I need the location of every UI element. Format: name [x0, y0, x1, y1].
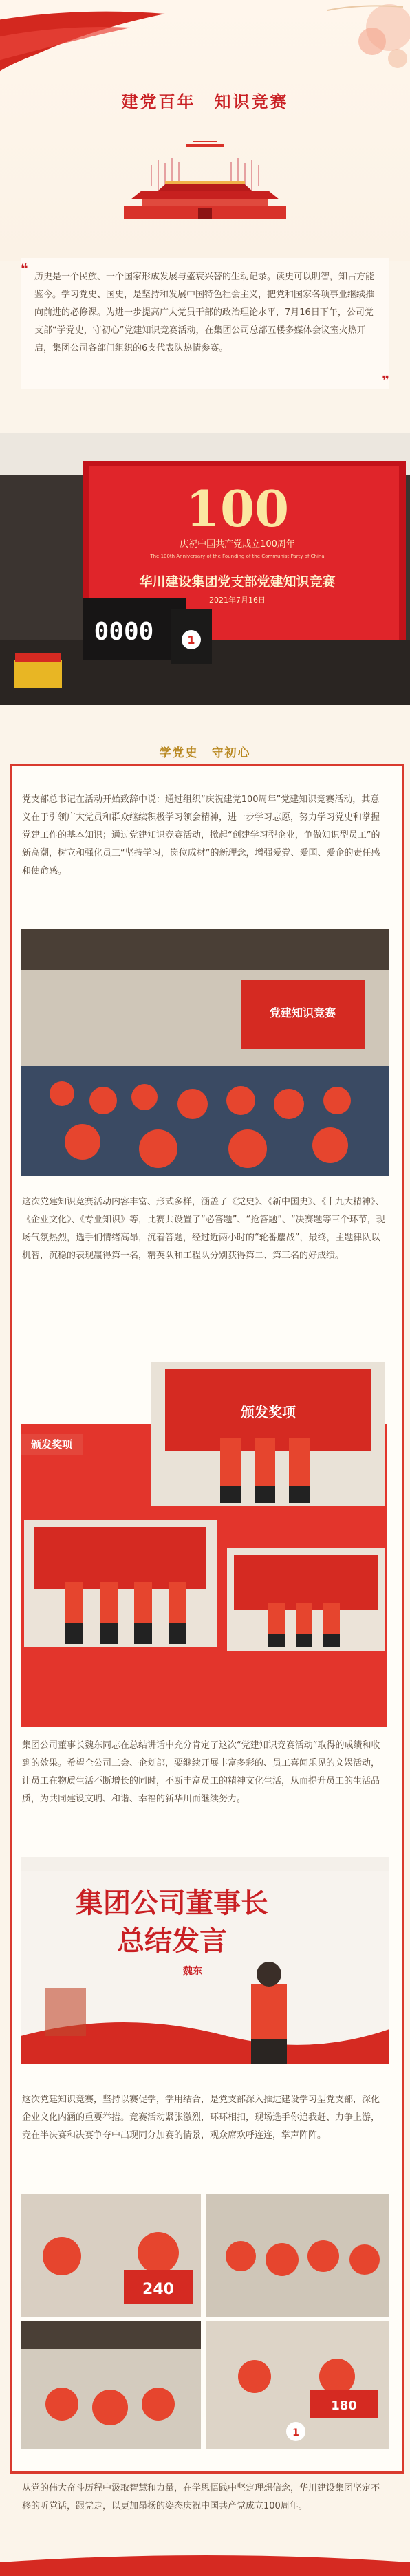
- photo-award-1: [151, 1362, 385, 1506]
- paragraph-4: 这次党建知识竞赛，坚持以赛促学，学用结合，是党支部深入推进建设学习型党支部，深化企业文化内涵的重要举措。竞赛活动紧张激烈，环环相扣，现场选手你追我赶、力争上游，竞在半决赛和决赛争夺中出现同分加赛的情景，观众席欢呼连连，掌声阵阵。: [22, 2095, 380, 2141]
- award-screen-label: 颁发奖项: [241, 1404, 296, 1420]
- score-counter: 0000: [94, 618, 154, 646]
- intro-text: 历史是一个民族、一个国家形成发展与盛衰兴替的生动记录。读史可以明智，知古方能鉴今。学习党史、国史，是坚持和发展中国特色社会主义，把党和国家各项事业继续推向前进的必修课。为进一步提高广大党员干部的政治理论水平，7月16日下午，公司党支部“学党史，守初心”党建知识竞赛活动，在集团公司总部五楼多媒体会议室火热开启，集团公司各部门组织的6支代表队热情参赛。: [34, 272, 375, 354]
- photo-award-3: [227, 1548, 385, 1651]
- team-card-score: 240: [142, 2281, 174, 2298]
- photo-award-2: [24, 1520, 217, 1647]
- team-card-score-2: 180: [331, 2399, 357, 2413]
- team-card-number: 1: [292, 2427, 299, 2438]
- banner-line2: The 100th Anniversary of the Founding of the Communist Party of China: [150, 554, 325, 559]
- quote-close-icon: ❞: [382, 374, 389, 388]
- quote-open-icon: ❝: [21, 261, 28, 276]
- banner-date: 2021年7月16日: [209, 596, 266, 605]
- photo-team-4: [206, 2321, 389, 2449]
- banner-headline: 华川建设集团党支部党建知识竞赛: [139, 574, 336, 589]
- footer-decoration: [0, 2490, 410, 2576]
- page-title: 建党百年 知识竞赛: [121, 91, 289, 111]
- team-number: 1: [187, 634, 195, 647]
- speech-title-1: 集团公司董事长: [76, 1887, 268, 1919]
- photo-main-banner: [0, 433, 410, 705]
- speaker-name: 魏东: [183, 1966, 202, 1977]
- red-ribbon-decoration: [0, 0, 172, 83]
- paragraph-1: 党支部总书记在活动开始致辞中说：通过组织“庆祝建党100周年”党建知识竞赛活动，其意义在于引领广大党员和群众继续积极学习领会精神，进一步学习志愿，努力学习党史和掌握党建工作的基本知识；通过党建知识竞赛活动，掀起“创建学习型企业，争做知识型员工”的新高潮，树立和强化员工“坚持学习，岗位成材”的新理念，增强爱党、爱国、爱企的责任感和使命感。: [22, 794, 380, 876]
- tiananmen-gate-illustration: [103, 134, 307, 224]
- speech-title-2: 总结发言: [117, 1925, 227, 1957]
- paragraph-5: 从党的伟大奋斗历程中汲取智慧和力量，在学思悟践中坚定理想信念，华川建设集团坚定不移的听党话，跟党走，以更加昂扬的姿态庆祝中国共产党成立100周年。: [22, 2483, 380, 2511]
- photo-team-3: [21, 2321, 201, 2449]
- paragraph-3: 集团公司董事长魏东同志在总结讲话中充分肯定了这次“党建知识竞赛活动”取得的成绩和收到的效果。希望全公司工会、企划部，要继续开展丰富多彩的、员工喜闻乐见的文娱活动，让员工在物质生活不断增长的同时，不断丰富员工的精神文化生活，从而提升员工的生活品质，为共同建设文明、和谐、幸福的新华川而继续努力。: [22, 1740, 380, 1804]
- screen-label: 党建知识竞赛: [269, 1006, 336, 1019]
- photo-audience: [21, 929, 389, 1176]
- banner-big-number: 100: [185, 479, 290, 538]
- flower-decoration: [245, 0, 410, 83]
- photo-chairman-speech: [21, 1857, 389, 2064]
- photo-team-1: [21, 2194, 201, 2317]
- photo-team-2: [206, 2194, 389, 2317]
- paragraph-2: 这次党建知识竞赛活动内容丰富、形式多样，涵盖了《党史》、《新中国史》、《十九大精神》、《企业文化》、《专业知识》等，比赛共设置了“必答题”、“抢答题”、“决赛题等三个环节，现场气氛热烈，选手们情绪高昂，沉着答题，经过近两小时的“轮番鏖战”，最终，主题律队以机智，沉稳的表现赢得第一名，精英队和工程队分别获得第二、第三名的好成绩。: [22, 1197, 385, 1261]
- banner-line1: 庆祝中国共产党成立100周年: [180, 539, 295, 550]
- section-heading: 学党史 守初心: [159, 746, 251, 760]
- awards-badge: 颁发奖项: [21, 1434, 83, 1455]
